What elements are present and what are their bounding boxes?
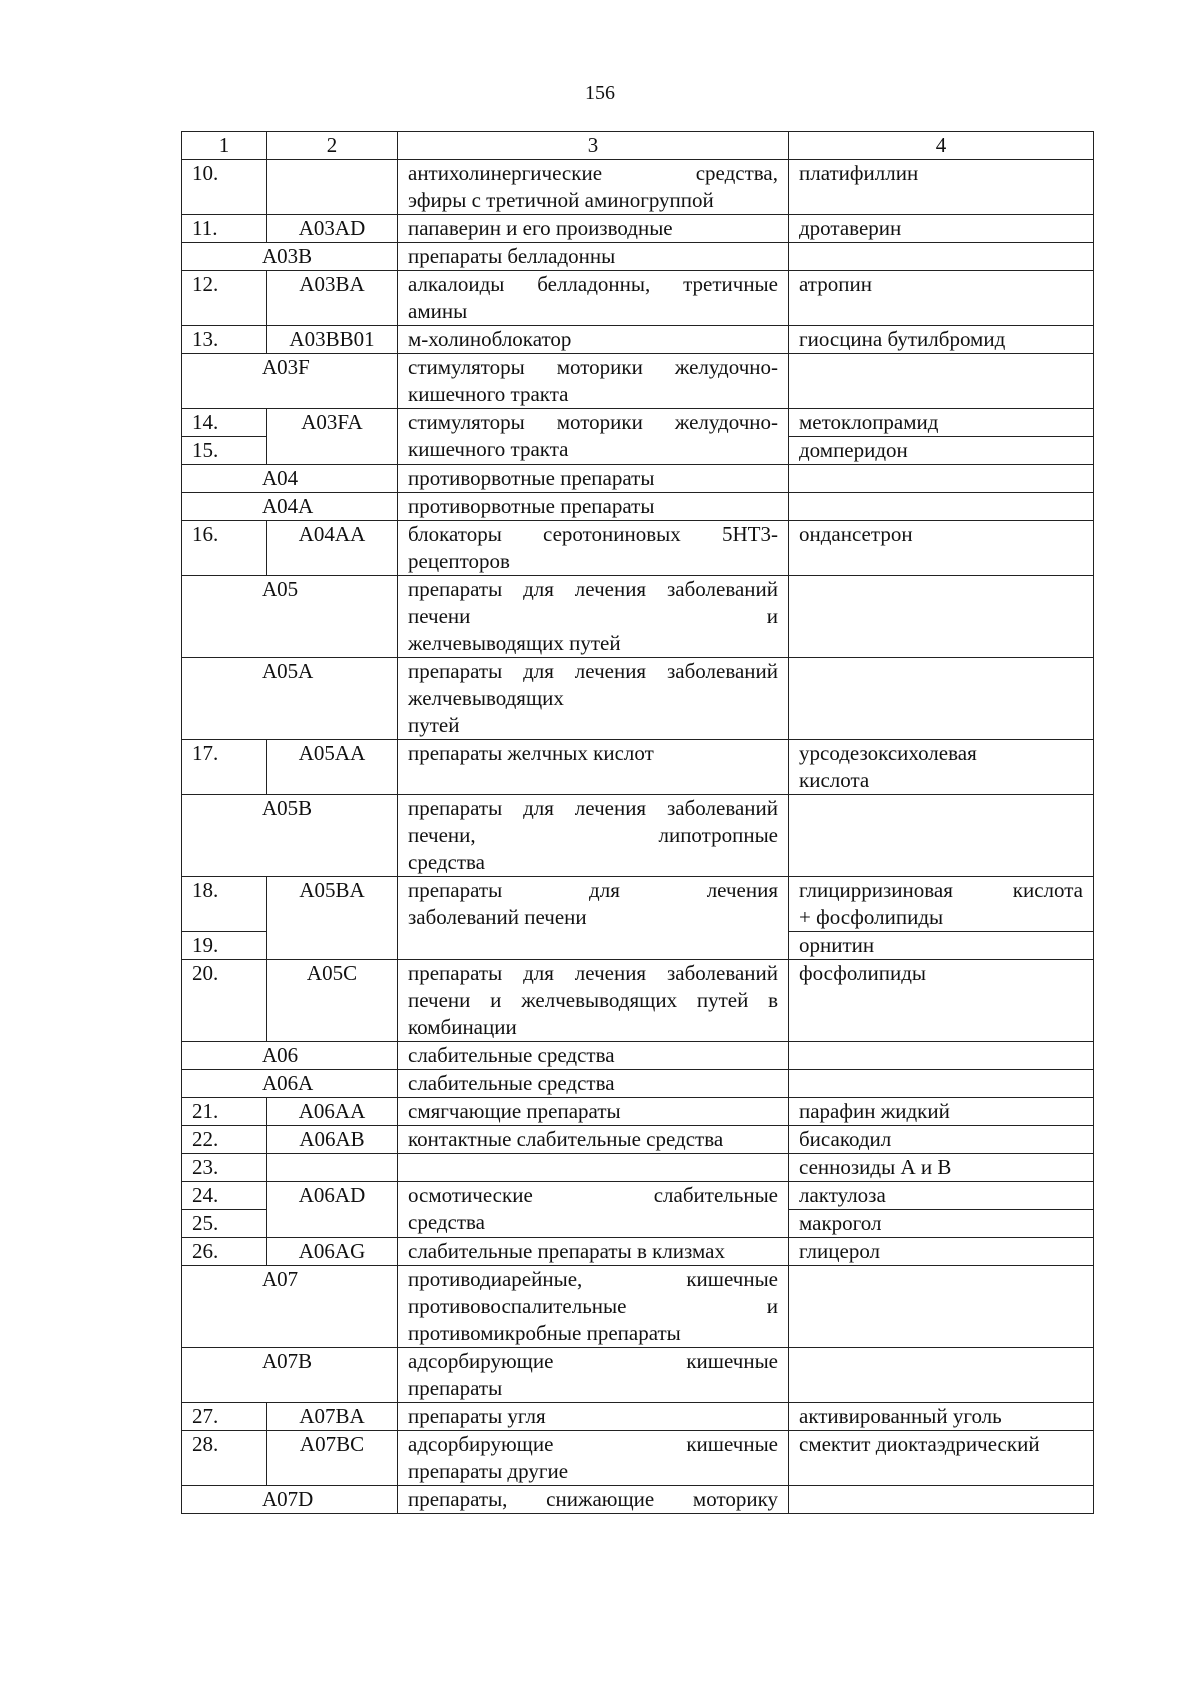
drug-name bbox=[789, 795, 1094, 877]
page-number: 156 bbox=[585, 82, 615, 104]
drug-name: дротаверин bbox=[789, 215, 1094, 243]
drug-name: фосфолипиды bbox=[789, 960, 1094, 1042]
desc-line: препараты для лечения bbox=[408, 878, 778, 902]
atc-code: A04 bbox=[182, 465, 398, 493]
drug-name: бисакодил bbox=[789, 1126, 1094, 1154]
desc-line: блокаторы серотониновых 5HT3- bbox=[408, 522, 778, 546]
group-row bbox=[182, 795, 1094, 877]
drug-name: домперидон bbox=[789, 437, 1094, 465]
row-number: 18. bbox=[182, 877, 267, 932]
atc-code: A07BA bbox=[267, 1403, 398, 1431]
drug-group bbox=[398, 576, 789, 658]
desc-line: кишечного тракта bbox=[408, 437, 569, 461]
table-row bbox=[182, 1154, 1094, 1182]
atc-code: A03B bbox=[182, 243, 398, 271]
drug-group: папаверин и его производные bbox=[398, 215, 789, 243]
table-row bbox=[182, 1098, 1094, 1126]
table-row bbox=[182, 1182, 1094, 1210]
atc-code: A03FA bbox=[267, 409, 398, 465]
atc-code: A05C bbox=[267, 960, 398, 1042]
desc-line: заболеваний печени, липотропные bbox=[408, 796, 778, 847]
group-row bbox=[182, 1266, 1094, 1348]
atc-code: A04AA bbox=[267, 521, 398, 576]
row-number: 17. bbox=[182, 740, 267, 795]
row-number: 16. bbox=[182, 521, 267, 576]
drug-name: лактулоза bbox=[789, 1182, 1094, 1210]
atc-code bbox=[267, 1154, 398, 1182]
drug-name bbox=[789, 1266, 1094, 1348]
row-number: 10. bbox=[182, 160, 267, 215]
atc-code: A06AD bbox=[267, 1182, 398, 1238]
row-number: 12. bbox=[182, 271, 267, 326]
drug-name bbox=[789, 243, 1094, 271]
table-row bbox=[182, 960, 1094, 1042]
drug-group bbox=[398, 409, 789, 465]
header-cell: 1 bbox=[182, 132, 267, 160]
drug-group bbox=[398, 271, 789, 326]
table-row bbox=[182, 271, 1094, 326]
desc-line: препараты для лечения bbox=[408, 659, 647, 683]
inn-line: глицирризиновая кислота bbox=[799, 878, 1083, 902]
drug-table bbox=[181, 131, 1094, 1514]
atc-code: A06AG bbox=[267, 1238, 398, 1266]
drug-group: препараты желчных кислот bbox=[398, 740, 789, 795]
row-number: 20. bbox=[182, 960, 267, 1042]
atc-code: A06AB bbox=[267, 1126, 398, 1154]
group-row bbox=[182, 493, 1094, 521]
desc-line: адсорбирующие кишечные bbox=[408, 1432, 778, 1456]
desc-line: противовоспалительные и bbox=[408, 1294, 778, 1318]
drug-name bbox=[789, 740, 1094, 795]
desc-line: путей bbox=[408, 713, 460, 737]
drug-name bbox=[789, 1070, 1094, 1098]
drug-name bbox=[789, 1042, 1094, 1070]
desc-line: заболеваний печени и bbox=[408, 577, 778, 628]
table-row bbox=[182, 1126, 1094, 1154]
drug-group bbox=[398, 1266, 789, 1348]
drug-name: макрогол bbox=[789, 1210, 1094, 1238]
header-cell: 3 bbox=[398, 132, 789, 160]
row-number: 13. bbox=[182, 326, 267, 354]
drug-group: слабительные препараты в клизмах bbox=[398, 1238, 789, 1266]
inn-line: кислота bbox=[799, 768, 870, 792]
group-row bbox=[182, 243, 1094, 271]
group-row bbox=[182, 1486, 1094, 1514]
drug-name bbox=[789, 877, 1094, 932]
drug-group bbox=[398, 160, 789, 215]
drug-name bbox=[789, 576, 1094, 658]
atc-code: A06A bbox=[182, 1070, 398, 1098]
table-header-row bbox=[182, 132, 1094, 160]
drug-name bbox=[789, 1348, 1094, 1403]
desc-line: желчевыводящих путей bbox=[408, 631, 621, 655]
desc-line: противомикробные препараты bbox=[408, 1321, 681, 1345]
atc-code: A04A bbox=[182, 493, 398, 521]
atc-code: A03F bbox=[182, 354, 398, 409]
desc-line: комбинации bbox=[408, 1015, 517, 1039]
atc-code: A07D bbox=[182, 1486, 398, 1514]
drug-name: ондансетрон bbox=[789, 521, 1094, 576]
drug-name: орнитин bbox=[789, 932, 1094, 960]
drug-group: противорвотные препараты bbox=[398, 493, 789, 521]
drug-name bbox=[789, 465, 1094, 493]
atc-code: A05A bbox=[182, 658, 398, 740]
drug-name: платифиллин bbox=[789, 160, 1094, 215]
desc-line: желчевыводящих путей в bbox=[521, 988, 779, 1012]
desc-line: препараты для лечения bbox=[408, 961, 647, 985]
drug-name: метоклопрамид bbox=[789, 409, 1094, 437]
table-row bbox=[182, 409, 1094, 437]
drug-name: сеннозиды А и В bbox=[789, 1154, 1094, 1182]
desc-line: препараты другие bbox=[408, 1459, 569, 1483]
header-cell: 2 bbox=[267, 132, 398, 160]
table-row bbox=[182, 740, 1094, 795]
desc-line: эфиры с третичной аминогруппой bbox=[408, 188, 714, 212]
drug-group bbox=[398, 658, 789, 740]
row-number: 21. bbox=[182, 1098, 267, 1126]
desc-line: средства bbox=[408, 1210, 486, 1234]
desc-line: препараты для лечения bbox=[408, 577, 647, 601]
desc-line: заболеваний печени и bbox=[408, 961, 778, 1012]
header-cell: 4 bbox=[789, 132, 1094, 160]
inn-line: + фосфолипиды bbox=[799, 905, 944, 929]
atc-code: A05 bbox=[182, 576, 398, 658]
desc-line: заболеваний желчевыводящих bbox=[408, 659, 778, 710]
drug-group bbox=[398, 1154, 789, 1182]
desc-line: препараты, снижающие моторику bbox=[408, 1487, 778, 1511]
row-number: 19. bbox=[182, 932, 267, 960]
drug-group: м-холиноблокатор bbox=[398, 326, 789, 354]
table-row bbox=[182, 326, 1094, 354]
desc-line: антихолинергические средства, bbox=[408, 161, 778, 185]
atc-code: A03AD bbox=[267, 215, 398, 243]
desc-line: амины bbox=[408, 299, 468, 323]
desc-line: противодиарейные, кишечные bbox=[408, 1267, 778, 1291]
desc-line: кишечного тракта bbox=[408, 382, 569, 406]
group-row bbox=[182, 465, 1094, 493]
drug-group bbox=[398, 795, 789, 877]
atc-code: A07 bbox=[182, 1266, 398, 1348]
group-row bbox=[182, 1070, 1094, 1098]
atc-code: A03BB01 bbox=[267, 326, 398, 354]
drug-group bbox=[398, 1486, 789, 1514]
desc-line: средства bbox=[408, 850, 486, 874]
desc-line: препараты bbox=[408, 1376, 503, 1400]
group-row bbox=[182, 1042, 1094, 1070]
drug-group: противорвотные препараты bbox=[398, 465, 789, 493]
drug-group: смягчающие препараты bbox=[398, 1098, 789, 1126]
drug-name: гиосцина бутилбромид bbox=[789, 326, 1094, 354]
atc-code bbox=[267, 160, 398, 215]
atc-code: A06AA bbox=[267, 1098, 398, 1126]
drug-group: слабительные средства bbox=[398, 1070, 789, 1098]
group-row bbox=[182, 1348, 1094, 1403]
drug-group bbox=[398, 960, 789, 1042]
drug-name: глицерол bbox=[789, 1238, 1094, 1266]
atc-code: A05AA bbox=[267, 740, 398, 795]
table-row bbox=[182, 160, 1094, 215]
row-number: 14. bbox=[182, 409, 267, 437]
atc-code: A05BA bbox=[267, 877, 398, 960]
desc-line: заболеваний печени bbox=[408, 905, 587, 929]
desc-line: алкалоиды белладонны, третичные bbox=[408, 272, 778, 296]
desc-line: осмотические слабительные bbox=[408, 1183, 778, 1207]
drug-group bbox=[398, 877, 789, 960]
drug-group bbox=[398, 1431, 789, 1486]
row-number: 11. bbox=[182, 215, 267, 243]
drug-name bbox=[789, 658, 1094, 740]
row-number: 15. bbox=[182, 437, 267, 465]
table-row bbox=[182, 1238, 1094, 1266]
drug-group bbox=[398, 354, 789, 409]
row-number: 22. bbox=[182, 1126, 267, 1154]
drug-group: препараты белладонны bbox=[398, 243, 789, 271]
drug-group: слабительные средства bbox=[398, 1042, 789, 1070]
atc-code: A03BA bbox=[267, 271, 398, 326]
group-row bbox=[182, 354, 1094, 409]
row-number: 24. bbox=[182, 1182, 267, 1210]
desc-line: стимуляторы моторики желудочно- bbox=[408, 410, 778, 434]
drug-name bbox=[789, 354, 1094, 409]
drug-name bbox=[789, 1486, 1094, 1514]
atc-code: A05B bbox=[182, 795, 398, 877]
table-row bbox=[182, 1431, 1094, 1486]
desc-line: адсорбирующие кишечные bbox=[408, 1349, 778, 1373]
drug-group bbox=[398, 1182, 789, 1238]
table-row bbox=[182, 1403, 1094, 1431]
drug-name: атропин bbox=[789, 271, 1094, 326]
desc-line: стимуляторы моторики желудочно- bbox=[408, 355, 778, 379]
row-number: 28. bbox=[182, 1431, 267, 1486]
drug-name: активированный уголь bbox=[789, 1403, 1094, 1431]
drug-group: препараты угля bbox=[398, 1403, 789, 1431]
row-number: 25. bbox=[182, 1210, 267, 1238]
inn-line: урсодезоксихолевая bbox=[799, 741, 977, 765]
row-number: 26. bbox=[182, 1238, 267, 1266]
drug-name: парафин жидкий bbox=[789, 1098, 1094, 1126]
atc-code: A06 bbox=[182, 1042, 398, 1070]
row-number: 27. bbox=[182, 1403, 267, 1431]
desc-line: препараты для лечения bbox=[408, 796, 647, 820]
drug-name bbox=[789, 493, 1094, 521]
drug-name: смектит диоктаэдрический bbox=[789, 1431, 1094, 1486]
table-row bbox=[182, 521, 1094, 576]
drug-group: контактные слабительные средства bbox=[398, 1126, 789, 1154]
table-row bbox=[182, 215, 1094, 243]
row-number: 23. bbox=[182, 1154, 267, 1182]
group-row bbox=[182, 658, 1094, 740]
desc-line: рецепторов bbox=[408, 549, 510, 573]
drug-group bbox=[398, 1348, 789, 1403]
table-row bbox=[182, 877, 1094, 932]
group-row bbox=[182, 576, 1094, 658]
atc-code: A07BC bbox=[267, 1431, 398, 1486]
drug-group bbox=[398, 521, 789, 576]
atc-code: A07B bbox=[182, 1348, 398, 1403]
